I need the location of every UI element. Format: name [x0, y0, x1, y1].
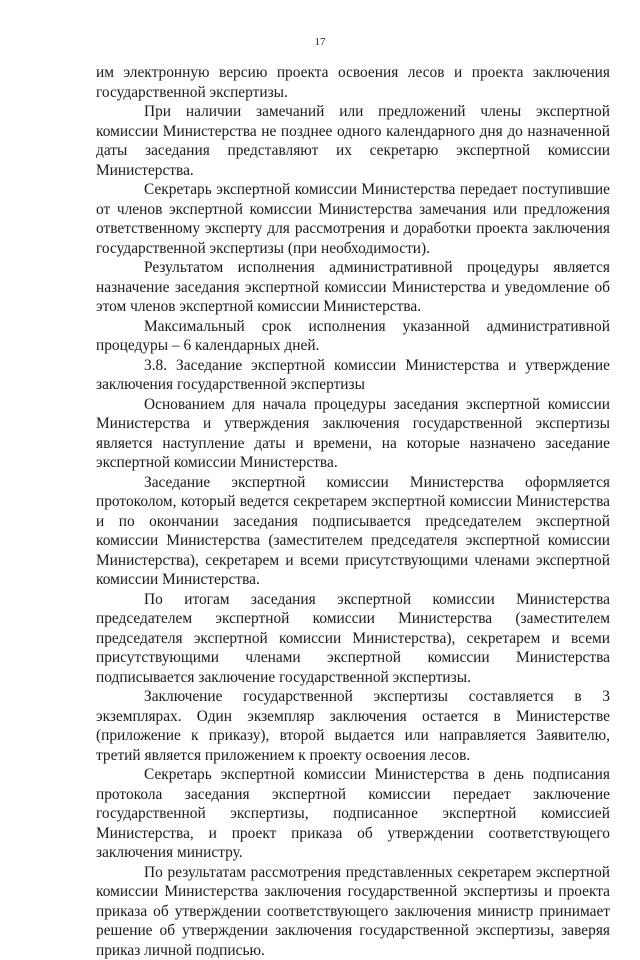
paragraph: По итогам заседания экспертной комиссии Министерства председателем экспертной комиссии Министерства (заместителем председателя экспертной комиссии Министерства), секретарем и всеми присутствующими членами экспертной комиссии Министерства подписывается заключение государственной экспертизы. [96, 590, 610, 688]
paragraph: им электронную версию проекта освоения лесов и проекта заключения государственной экспертизы. [96, 63, 610, 102]
paragraph: Основанием для начала процедуры заседания экспертной комиссии Министерства и утверждения заключения государственной экспертизы является наступление даты и времени, на которые назначено заседание экспертной комиссии Министерства. [96, 395, 610, 473]
paragraph: Заседание экспертной комиссии Министерства оформляется протоколом, который ведется секретарем экспертной комиссии Министерства и по окончании заседания подписывается председателем экспертной комиссии Министерства (заместителем председателя экспертной комиссии Министерства), секретарем и всеми присутствующими членами экспертной комиссии Министерства. [96, 473, 610, 590]
paragraph: По результатам рассмотрения представленных секретарем экспертной комиссии Министерства заключения государственной экспертизы и проекта приказа об утверждении соответствующего заключения министр принимает решение об утверждении заключения государственной экспертизы, заверяя приказ личной подписью. [96, 863, 610, 960]
paragraph: Секретарь экспертной комиссии Министерства передает поступившие от членов экспертной комиссии Министерства замечания или предложения ответственному эксперту для рассмотрения и доработки проекта заключения государственной экспертизы (при необходимости). [96, 180, 610, 258]
paragraph: Максимальный срок исполнения указанной административной процедуры – 6 календарных дней. [96, 317, 610, 356]
paragraph: Заключение государственной экспертизы составляется в 3 экземплярах. Один экземпляр заключения остается в Министерстве (приложение к приказу), второй выдается или направляется Заявителю, третий является приложением к проекту освоения лесов. [96, 687, 610, 765]
page-number: 17 [0, 36, 640, 48]
section-heading: 3.8. Заседание экспертной комиссии Министерства и утверждение заключения государственной экспертизы [96, 356, 610, 395]
paragraph: При наличии замечаний или предложений члены экспертной комиссии Министерства не позднее одного календарного дня до назначенной даты заседания представляют их секретарю экспертной комиссии Министерства. [96, 102, 610, 180]
document-body [96, 63, 610, 960]
paragraph: Секретарь экспертной комиссии Министерства в день подписания протокола заседания экспертной комиссии передает заключение государственной экспертизы, подписанное экспертной комиссией Министерства, и проект приказа об утверждении соответствующего заключения министру. [96, 765, 610, 863]
paragraph: Результатом исполнения административной процедуры является назначение заседания экспертной комиссии Министерства и уведомление об этом членов экспертной комиссии Министерства. [96, 258, 610, 317]
